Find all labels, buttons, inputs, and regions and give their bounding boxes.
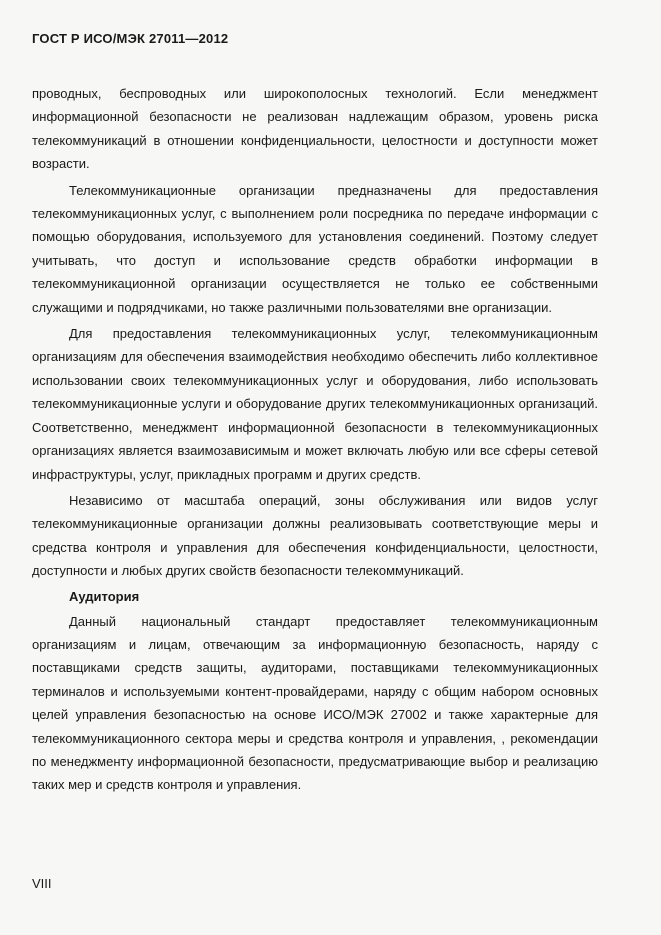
- paragraph-2: Телекоммуникационные организации предназначены для предоставления телекоммуникационных услуг, с выполнением роли посредника по передаче информации с помощью оборудования, используемого для установления соединений. Поэтому следует учитывать, что доступ и использование средств обработки информации в телекоммуникационной организации осуществляется не только ее собственными служащими и подрядчиками, но также различными пользователями вне организации.: [32, 182, 598, 315]
- document-body: [32, 82, 598, 800]
- paragraph-5: Данный национальный стандарт предоставляет телекоммуникационным организациям и лицам, отвечающим за информационную безопасность, наряду с поставщиками средств защиты, аудиторами, поставщиками телекоммуникационных терминалов и используемыми контент-провайдерами, наряду с общим набором основных целей управления безопасностью на основе ИСО/МЭК 27002 и также характерные для телекоммуникационного сектора меры и средства контроля и управления, , рекомендации по менеджменту информационной безопасности, предусматривающие выбор и реализацию таких мер и средств контроля и управления.: [32, 613, 598, 793]
- paragraph-3: Для предоставления телекоммуникационных услуг, телекоммуникационным организациям для обеспечения взаимодействия необходимо обеспечить либо коллективное использовании своих телекоммуникационных услуг и оборудования, либо использовать телекоммуникационные услуги и оборудование других телекоммуникационных организаций. Соответственно, менеджмент информационной безопасности в телекоммуникационных организациях является взаимозависимым и может включать любую или все сферы сетевой инфраструктуры, услуг, прикладных программ и других средств.: [32, 326, 598, 482]
- document-header: ГОСТ Р ИСО/МЭК 27011—2012: [32, 31, 229, 46]
- page-number: VIII: [32, 876, 52, 891]
- paragraph-4: Независимо от масштаба операций, зоны обслуживания или видов услуг телекоммуникационные организации должны реализовывать соответствующие меры и средства контроля и управления для обеспечения конфиденциальности, целостности, доступности и любых других свойств безопасности телекоммуникаций.: [32, 492, 598, 579]
- paragraph-1: проводных, беспроводных или широкополосных технологий. Если менеджмент информационной безопасности не реализован надлежащим образом, уровень риска телекоммуникаций в отношении конфиденциальности, целостности и доступности может возрасти.: [32, 86, 598, 172]
- section-heading-audience: Аудитория: [69, 588, 140, 604]
